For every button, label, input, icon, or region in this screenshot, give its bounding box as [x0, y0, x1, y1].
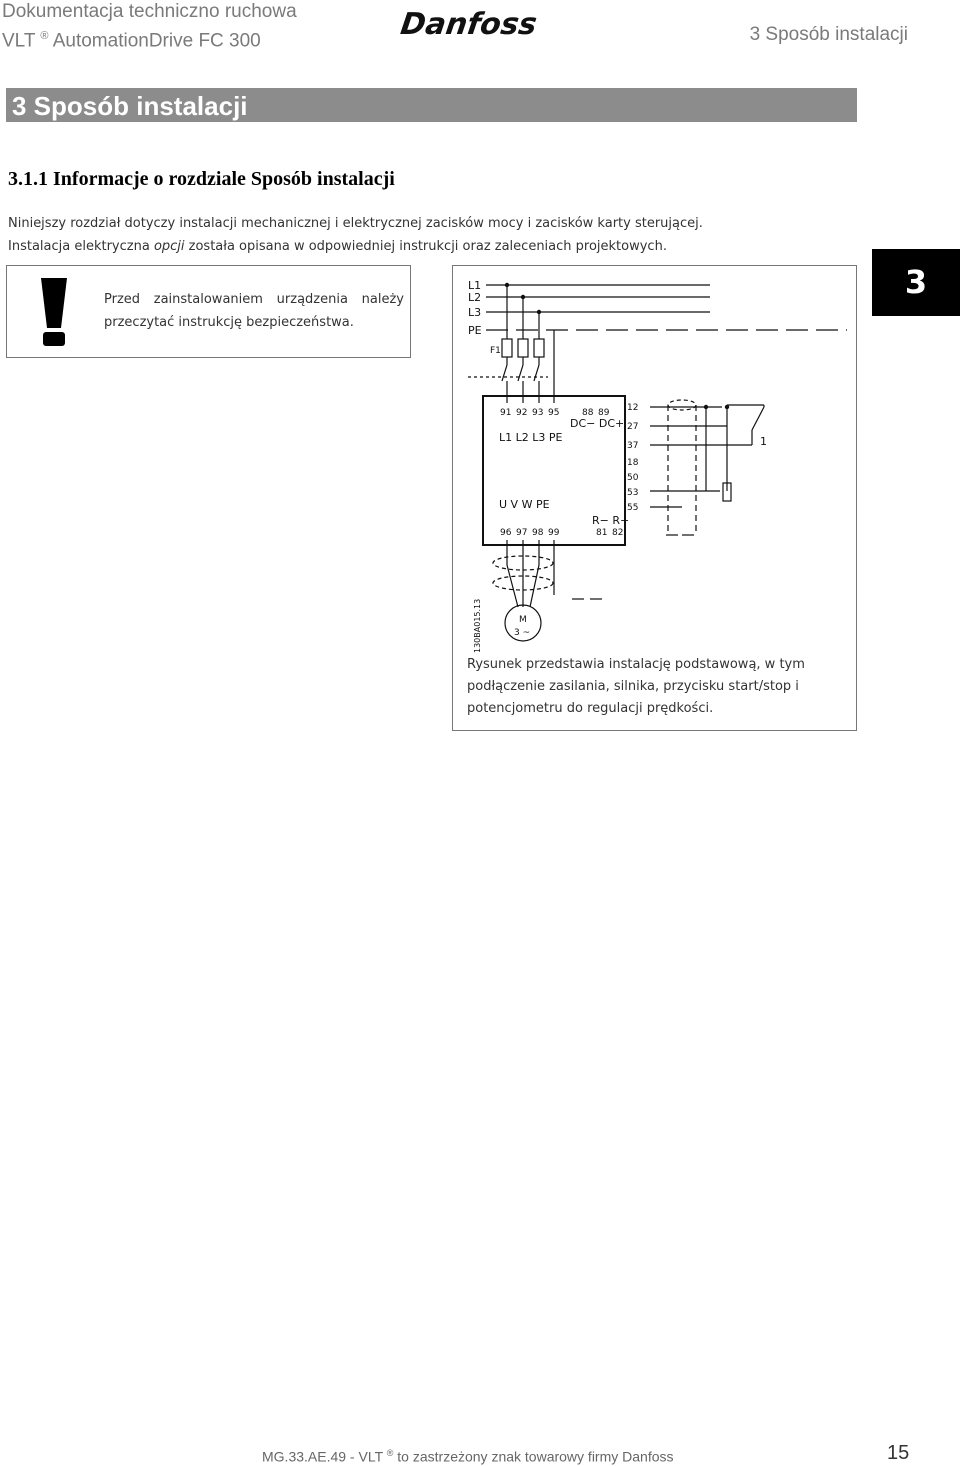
label-l3: L3 [468, 306, 482, 319]
terminal-98: 98 [532, 528, 544, 538]
label-motor: M [519, 615, 527, 625]
terminal-27: 27 [627, 422, 639, 432]
terminal-89: 89 [598, 408, 610, 418]
terminal-12: 12 [627, 403, 639, 413]
danfoss-logo [398, 2, 540, 48]
safety-notice-text: Przed zainstalowaniem urządzenia należy przeczytać instrukcję bezpieczeństwa. [104, 292, 404, 330]
terminal-93: 93 [532, 408, 544, 418]
terminal-92: 92 [516, 408, 528, 418]
label-dc: DC− DC+ [570, 417, 625, 430]
wiring-diagram [452, 265, 857, 655]
terminal-82: 82 [612, 528, 624, 538]
label-switch: 1 [760, 435, 767, 448]
terminal-53: 53 [627, 488, 639, 498]
label-outputs: U V W PE [499, 498, 550, 511]
terminal-95: 95 [548, 408, 560, 418]
label-inputs: L1 L2 L3 PE [499, 431, 563, 444]
label-pe: PE [468, 324, 482, 337]
chapter-title: 3 Sposób instalacji [12, 91, 248, 121]
doc-title-line1: Dokumentacja techniczno ruchowa [2, 1, 297, 22]
terminal-18: 18 [627, 458, 639, 468]
page-number: 15 [887, 1442, 910, 1464]
label-f1: F1 [490, 346, 501, 356]
label-motor-phase: 3 ~ [514, 628, 531, 638]
svg-text:Danfoss: Danfoss [398, 7, 540, 42]
terminal-91: 91 [500, 408, 512, 418]
doc-title-line2: VLT ® AutomationDrive FC 300 [2, 30, 261, 52]
terminal-97: 97 [516, 528, 528, 538]
paragraph-2: Instalacja elektryczna opcji została opisana w odpowiedniej instrukcji oraz zaleceniach projektowych. [8, 239, 667, 254]
terminal-88: 88 [582, 408, 594, 418]
doc-title [2, 0, 297, 53]
header-section-name: 3 Sposób instalacji [749, 24, 908, 45]
paragraph-1: Niniejszy rozdział dotyczy instalacji mechanicznej i elektrycznej zacisków mocy i zacisków karty sterującej. [8, 216, 703, 231]
terminal-55: 55 [627, 503, 639, 513]
label-l1: L1 [468, 279, 482, 292]
label-l2: L2 [468, 291, 482, 304]
label-brake: R− R+ [592, 514, 630, 527]
footer-text: MG.33.AE.49 - VLT ® to zastrzeżony znak towarowy firmy Danfoss [262, 1448, 674, 1465]
terminal-99: 99 [548, 528, 560, 538]
terminal-50: 50 [627, 473, 639, 483]
section-title: 3.1.1 Informacje o rozdziale Sposób instalacji [8, 168, 395, 190]
terminal-37: 37 [627, 441, 639, 451]
terminal-81: 81 [596, 528, 608, 538]
chapter-tab: 3 [872, 249, 960, 316]
diagram-caption: Rysunek przedstawia instalację podstawową, w tym podłączenie zasilania, silnika, przycisku start/stop i potencjometru do regulacji prędkości. [467, 657, 805, 716]
terminal-96: 96 [500, 528, 512, 538]
drawing-id: 130BA015.13 [473, 598, 482, 653]
exclamation-icon [38, 276, 70, 352]
